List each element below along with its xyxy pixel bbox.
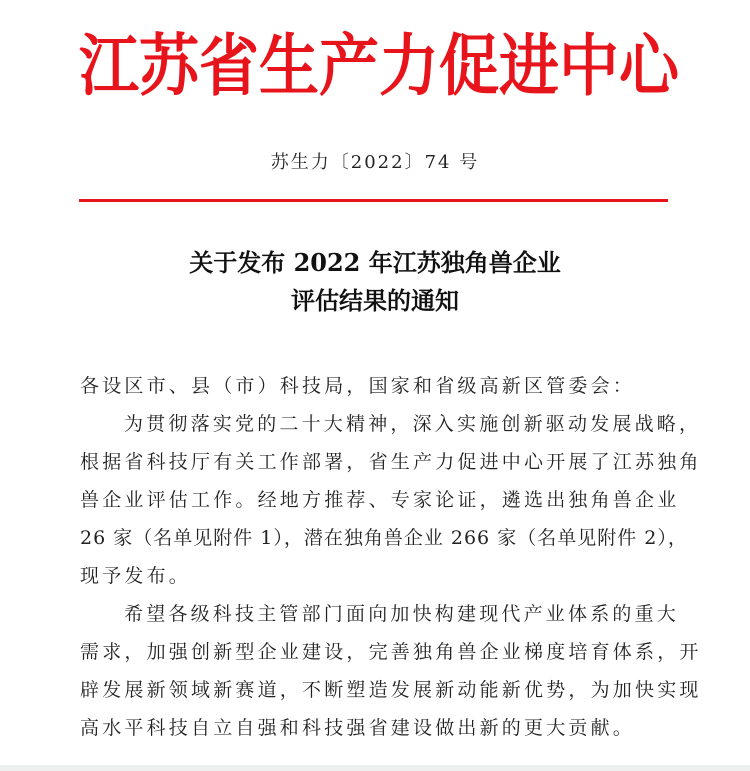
org-char: 苏 [139,27,199,107]
paragraph-line: 希望各级科技主管部门面向加快构建现代产业体系的重大 [124,603,680,625]
org-char: 进 [499,27,559,107]
paragraph-line: 现予发布。 [80,565,192,587]
document-body [80,367,702,747]
paragraph-line: 根据省科技厅有关工作部署，省生产力促进中心开展了江苏独角 [80,451,702,473]
red-divider [79,199,668,202]
org-char: 心 [619,27,679,107]
paragraph-line: 26 家（名单见附件 1），潜在独角兽企业 266 家（名单见附件 2）， [80,527,688,549]
paragraph-line: 高水平科技自立自强和科技强省建设做出新的更大贡献。 [80,717,636,739]
org-char: 促 [439,27,499,107]
paragraph-1 [80,405,702,595]
paragraph-line: 兽企业评估工作。经地方推荐、专家论证，遴选出独角兽企业 [80,489,680,511]
org-char: 江 [79,27,139,107]
title-line-1: 关于发布 2022 年江苏独角兽企业 [189,248,561,277]
org-char: 产 [319,27,379,107]
page-bottom-edge [0,765,750,771]
salutation: 各设区市、县（市）科技局，国家和省级高新区管委会： [80,375,636,397]
org-char: 力 [379,27,439,107]
paragraph-line: 辟发展新领域新赛道，不断塑造发展新动能新优势，为加快实现 [80,679,702,701]
paragraph-line: 为贯彻落实党的二十大精神，深入实施创新驱动发展战略， [124,413,702,435]
document-number: 苏生力〔2022〕74 号 [270,152,480,173]
organization-header [79,22,679,112]
org-char: 省 [199,27,259,107]
org-char: 中 [559,27,619,107]
paragraph-2 [80,595,702,747]
document-title [0,244,750,320]
org-char: 生 [259,27,319,107]
title-line-2: 评估结果的通知 [291,286,459,315]
paragraph-line: 需求，加强创新型企业建设，完善独角兽企业梯度培育体系，开 [80,641,702,663]
